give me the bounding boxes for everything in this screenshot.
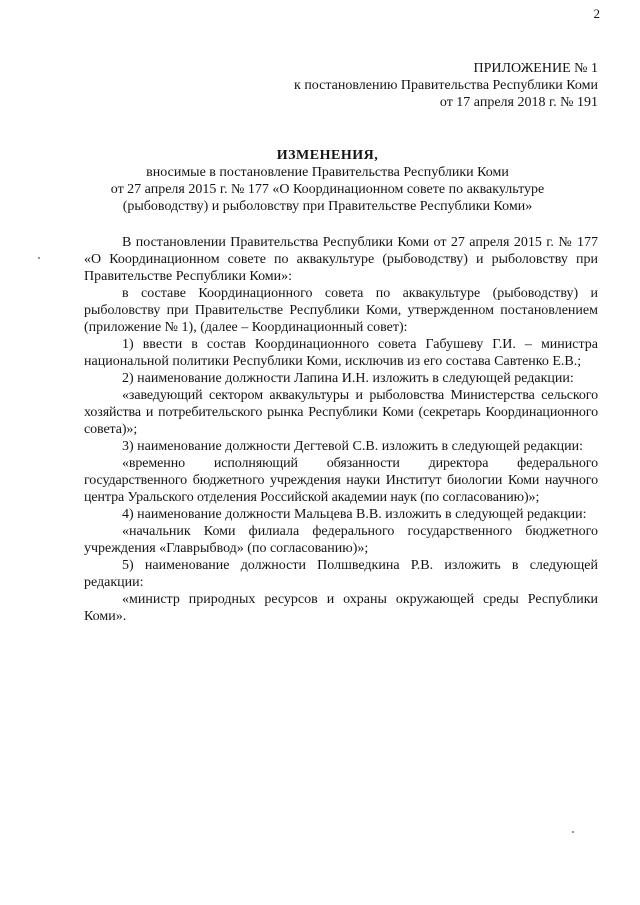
- paragraph-item-5-text: «министр природных ресурсов и охраны окружающей среды Республики Коми».: [84, 592, 598, 624]
- appendix-reference: к постановлению Правительства Республики Коми: [294, 78, 598, 93]
- paragraph-item-4-text: «начальник Коми филиала федерального государственного бюджетного учреждения «Главрыбвод» (по согласованию)»;: [84, 524, 598, 556]
- appendix-label: ПРИЛОЖЕНИЕ № 1: [473, 61, 598, 76]
- paragraph-item-2-text: «заведующий сектором аквакультуры и рыболовства Министерства сельского хозяйства и потребительского рынка Республики Коми (секретарь Координационного совета)»;: [84, 388, 598, 437]
- appendix-header: [178, 60, 598, 111]
- document-heading: [60, 147, 595, 215]
- heading-line-1: вносимые в постановление Правительства Республики Коми: [146, 165, 509, 180]
- document-body: [84, 234, 598, 625]
- scan-speck: [572, 831, 574, 833]
- paragraph-item-4: 4) наименование должности Мальцева В.В. изложить в следующей редакции:: [122, 507, 587, 522]
- appendix-date: от 17 апреля 2018 г. № 191: [439, 95, 598, 110]
- paragraph-composition: в составе Координационного совета по аквакультуре (рыбоводству) и рыболовству при Правительстве Республики Коми, утвержденном постановлением (приложение № 1), (далее – Координационный совет):: [84, 286, 598, 335]
- paragraph-item-1: 1) ввести в состав Координационного совета Габушеву Г.И. – министра национальной политики Республики Коми, исключив из его состава Савтенко Е.В.;: [84, 337, 598, 369]
- paragraph-item-5: 5) наименование должности Полшведкина Р.В. изложить в следующей редакции:: [84, 558, 598, 590]
- document-title: ИЗМЕНЕНИЯ,: [276, 148, 379, 163]
- scan-speck: [38, 257, 40, 259]
- paragraph-item-2: 2) наименование должности Лапина И.Н. изложить в следующей редакции:: [122, 371, 574, 386]
- heading-line-2: от 27 апреля 2015 г. № 177 «О Координационном совете по аквакультуре: [110, 182, 545, 197]
- paragraph-item-3-text: «временно исполняющий обязанности директора федерального государственного бюджетного учреждения науки Институт биологии Коми научного центра Уральского отделения Российской академии наук (по согласованию)»;: [84, 456, 598, 505]
- paragraph-intro: В постановлении Правительства Республики Коми от 27 апреля 2015 г. № 177 «О Координационном совете по аквакультуре (рыбоводству) и рыболовству при Правительстве Республики Коми»:: [84, 235, 598, 284]
- paragraph-item-3: 3) наименование должности Дегтевой С.В. изложить в следующей редакции:: [122, 439, 583, 454]
- page-number: 2: [593, 6, 600, 21]
- heading-line-3: (рыбоводству) и рыболовству при Правительстве Республики Коми»: [122, 199, 533, 214]
